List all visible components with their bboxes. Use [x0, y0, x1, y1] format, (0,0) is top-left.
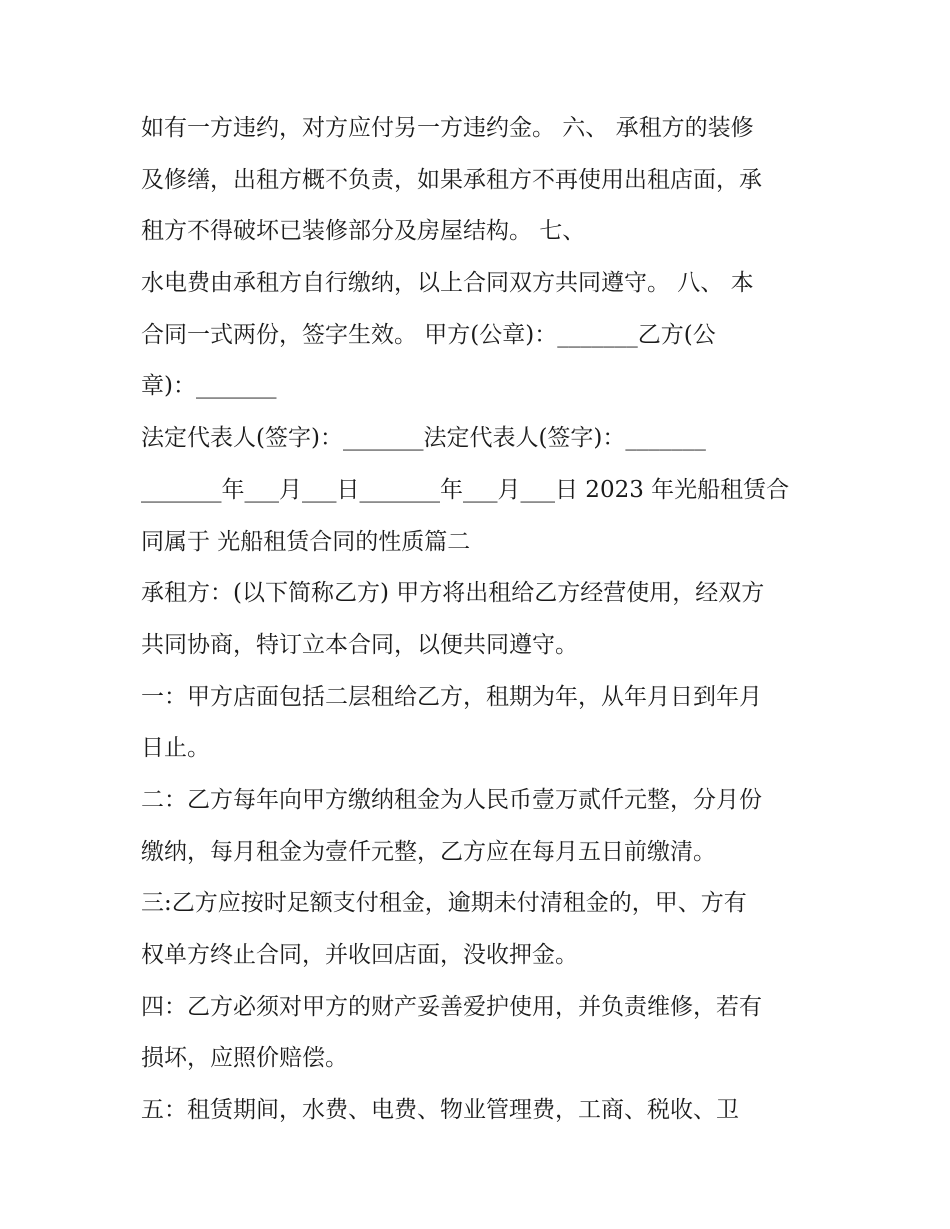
text-line: 日止。 — [141, 735, 210, 762]
text-line: 合同一式两份，签字生效。 甲方(公章)：_______乙方(公 — [141, 321, 716, 348]
text-line: 五：租赁期间，水费、电费、物业管理费，工商、税收、卫 — [141, 1097, 739, 1124]
text-line: 一：甲方店面包括二层租给乙方，租期为年，从年月日到年月 — [141, 683, 762, 710]
text-line: 章)：_______ — [141, 373, 277, 400]
text-line: 损坏，应照价赔偿。 — [141, 1045, 348, 1072]
text-line: 租方不得破坏已装修部分及房屋结构。 七、 — [141, 218, 586, 245]
text-line: 三:乙方应按时足额支付租金，逾期未付清租金的，甲、方有 — [141, 890, 747, 917]
text-line: 四：乙方必须对甲方的财产妥善爱护使用，并负责维修，若有 — [141, 993, 762, 1020]
text-line: 二：乙方每年向甲方缴纳租金为人民币壹万贰仟元整，分月份 — [141, 786, 762, 813]
document-body — [141, 103, 821, 1137]
text-line: 共同协商，特订立本合同，以便共同遵守。 — [141, 631, 578, 658]
text-line: 权单方终止合同，并收回店面，没收押金。 — [141, 942, 578, 968]
text-line: 同属于 光船租赁合同的性质篇二 — [141, 528, 471, 555]
text-line: 如有一方违约，对方应付另一方违约金。 六、 承租方的装修 — [141, 115, 754, 141]
text-line: _______年___月___日_______年___月___日 2023 年光船租赁合 — [141, 476, 790, 503]
text-line: 及修缮，出租方概不负责，如果承租方不再使用出租店面，承 — [141, 166, 762, 193]
text-line: 法定代表人(签字)：_______法定代表人(签字)：_______ — [141, 425, 706, 452]
text-line: 承租方：(以下简称乙方) 甲方将出租给乙方经营使用，经双方 — [141, 580, 765, 607]
text-line: 水电费由承租方自行缴纳，以上合同双方共同遵守。 八、 本 — [141, 270, 754, 297]
text-line: 缴纳，每月租金为壹仟元整，乙方应在每月五日前缴清。 — [141, 838, 716, 865]
